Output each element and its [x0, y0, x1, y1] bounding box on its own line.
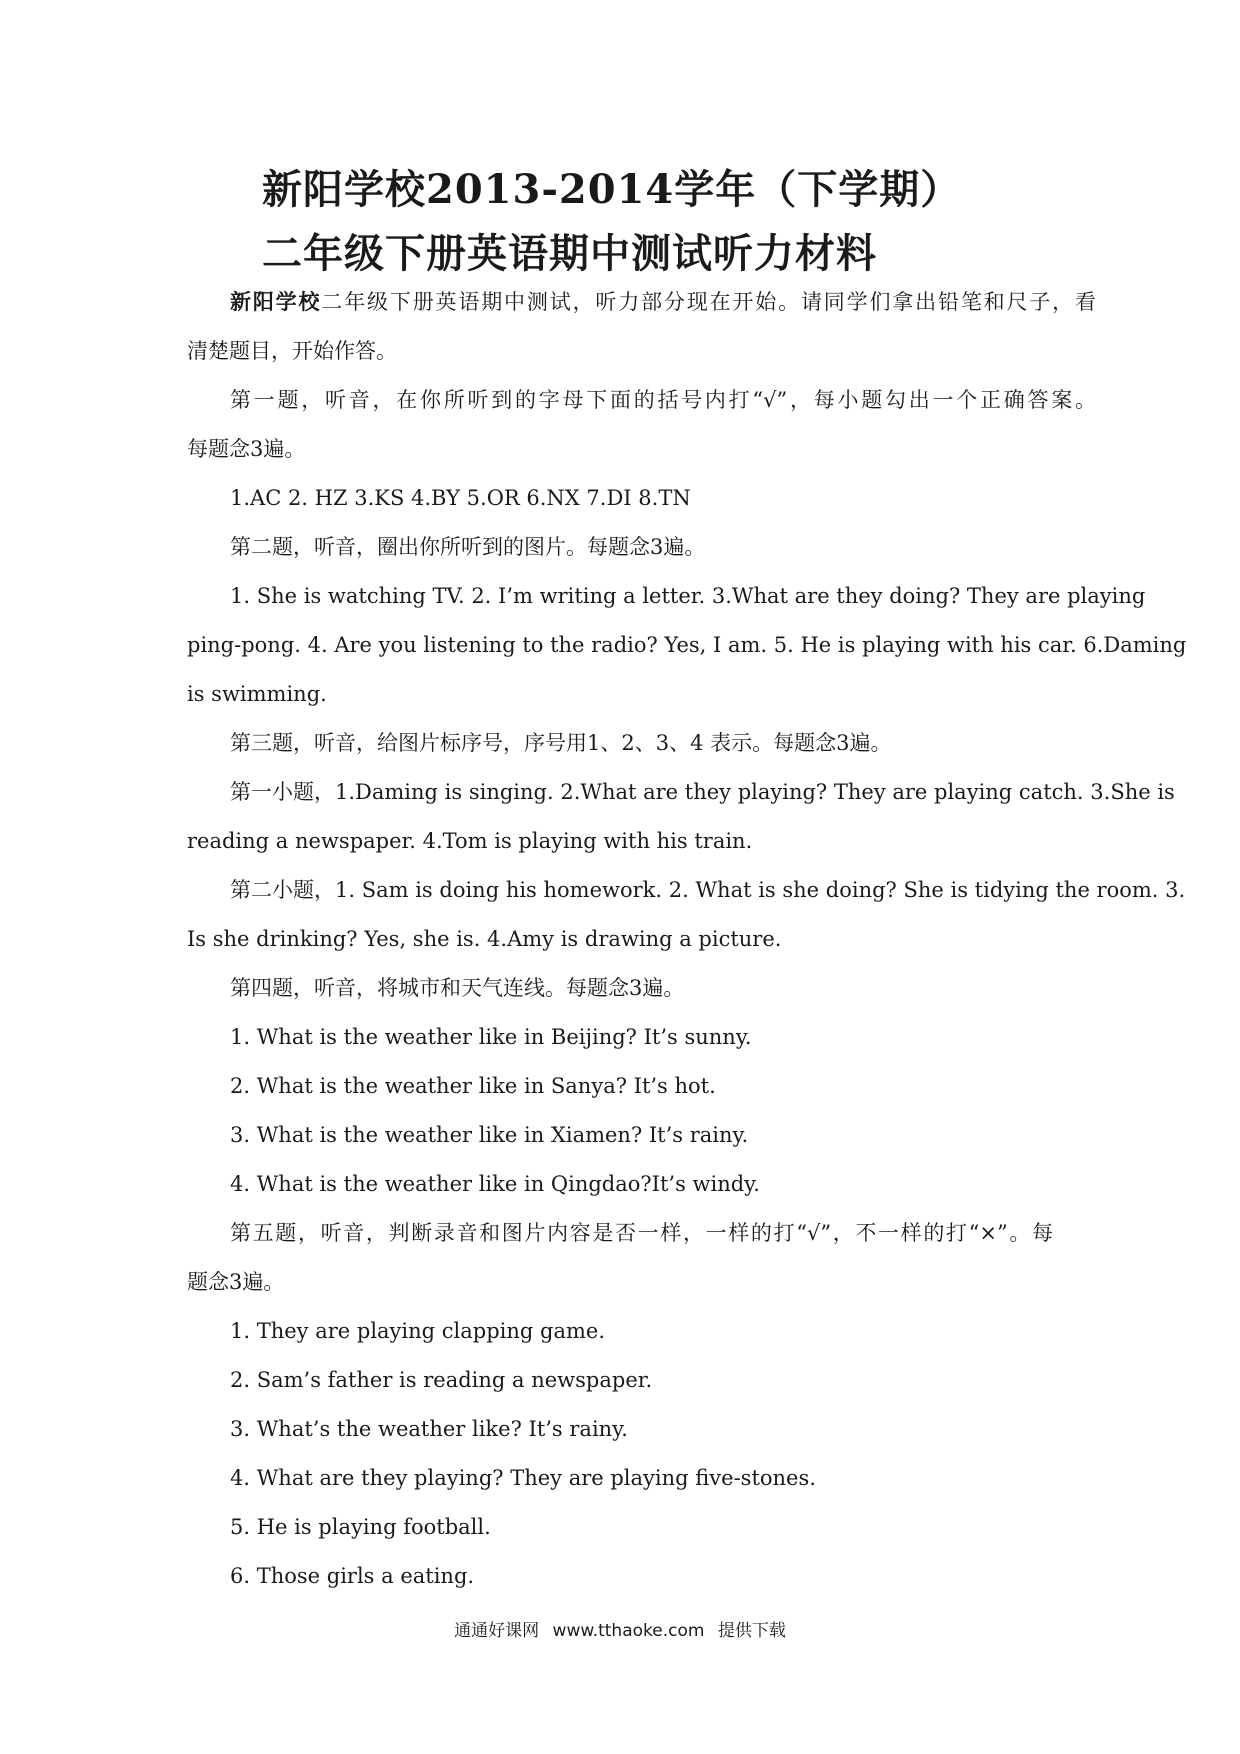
page-title-line1: 新阳学校2013-2014学年（下学期） [262, 166, 962, 213]
list-item: 4. What are they playing? They are playing five-stones. [230, 1466, 816, 1490]
part3-sub2-line1: 第二小题，1. Sam is doing his homework. 2. What is she doing? She is tidying the room. 3. [230, 878, 1186, 902]
page-title-line2: 二年级下册英语期中测试听力材料 [262, 230, 877, 277]
intro-line1 [230, 287, 1096, 317]
footer-site-name: 通通好课网 [454, 1621, 540, 1641]
part1-instruction-cont: 每题念3遍。 [187, 437, 306, 461]
footer-suffix: 提供下载 [717, 1621, 786, 1641]
intro-text: 二年级下册英语期中测试，听力部分现在开始。请同学们拿出铅笔和尺子，看 [321, 290, 1097, 314]
part2-line1: 1. She is watching TV. 2. I’m writing a letter. 3.What are they doing? They are playing [230, 584, 1146, 608]
footer-url[interactable]: www.tthaoke.com [552, 1621, 705, 1641]
list-item: 5. He is playing football. [230, 1515, 491, 1539]
part4-instruction: 第四题，听音，将城市和天气连线。每题念3遍。 [230, 976, 685, 1000]
list-item: 1. They are playing clapping game. [230, 1319, 605, 1343]
part3-instruction: 第三题，听音，给图片标序号，序号用1、2、3、4 表示。每题念3遍。 [230, 731, 892, 755]
intro-line2: 清楚题目，开始作答。 [187, 339, 397, 363]
part5-instruction-cont: 题念3遍。 [187, 1270, 285, 1294]
list-item: 3. What’s the weather like? It’s rainy. [230, 1417, 628, 1441]
list-item: 1. What is the weather like in Beijing? It’s sunny. [230, 1025, 752, 1049]
part2-instruction: 第二题，听音，圈出你所听到的图片。每题念3遍。 [230, 535, 706, 559]
list-item: 6. Those girls a eating. [230, 1564, 475, 1588]
part3-sub1-line1: 第一小题，1.Daming is singing. 2.What are they playing? They are playing catch. 3.She is [230, 780, 1175, 804]
part2-line3: is swimming. [187, 682, 327, 706]
list-item: 2. What is the weather like in Sanya? It’s hot. [230, 1074, 716, 1098]
school-name: 新阳学校 [230, 289, 322, 314]
list-item: 4. What is the weather like in Qingdao?It’s windy. [230, 1172, 760, 1196]
part1-items: 1.AC 2. HZ 3.KS 4.BY 5.OR 6.NX 7.DI 8.TN [230, 486, 691, 510]
part1-instruction: 第一题，听音，在你所听到的字母下面的括号内打“√”，每小题勾出一个正确答案。 [230, 388, 1096, 412]
part2-line2: ping-pong. 4. Are you listening to the radio? Yes, I am. 5. He is playing with his car. 6.Daming [187, 633, 1187, 657]
part3-sub1-line2: reading a newspaper. 4.Tom is playing with his train. [187, 829, 753, 853]
list-item: 3. What is the weather like in Xiamen? It’s rainy. [230, 1123, 749, 1147]
part3-sub2-line2: Is she drinking? Yes, she is. 4.Amy is drawing a picture. [187, 927, 782, 951]
page-footer [0, 1616, 1240, 1641]
list-item: 2. Sam’s father is reading a newspaper. [230, 1368, 653, 1392]
part5-instruction: 第五题，听音，判断录音和图片内容是否一样，一样的打“√”，不一样的打“×”。每 [230, 1221, 1053, 1245]
